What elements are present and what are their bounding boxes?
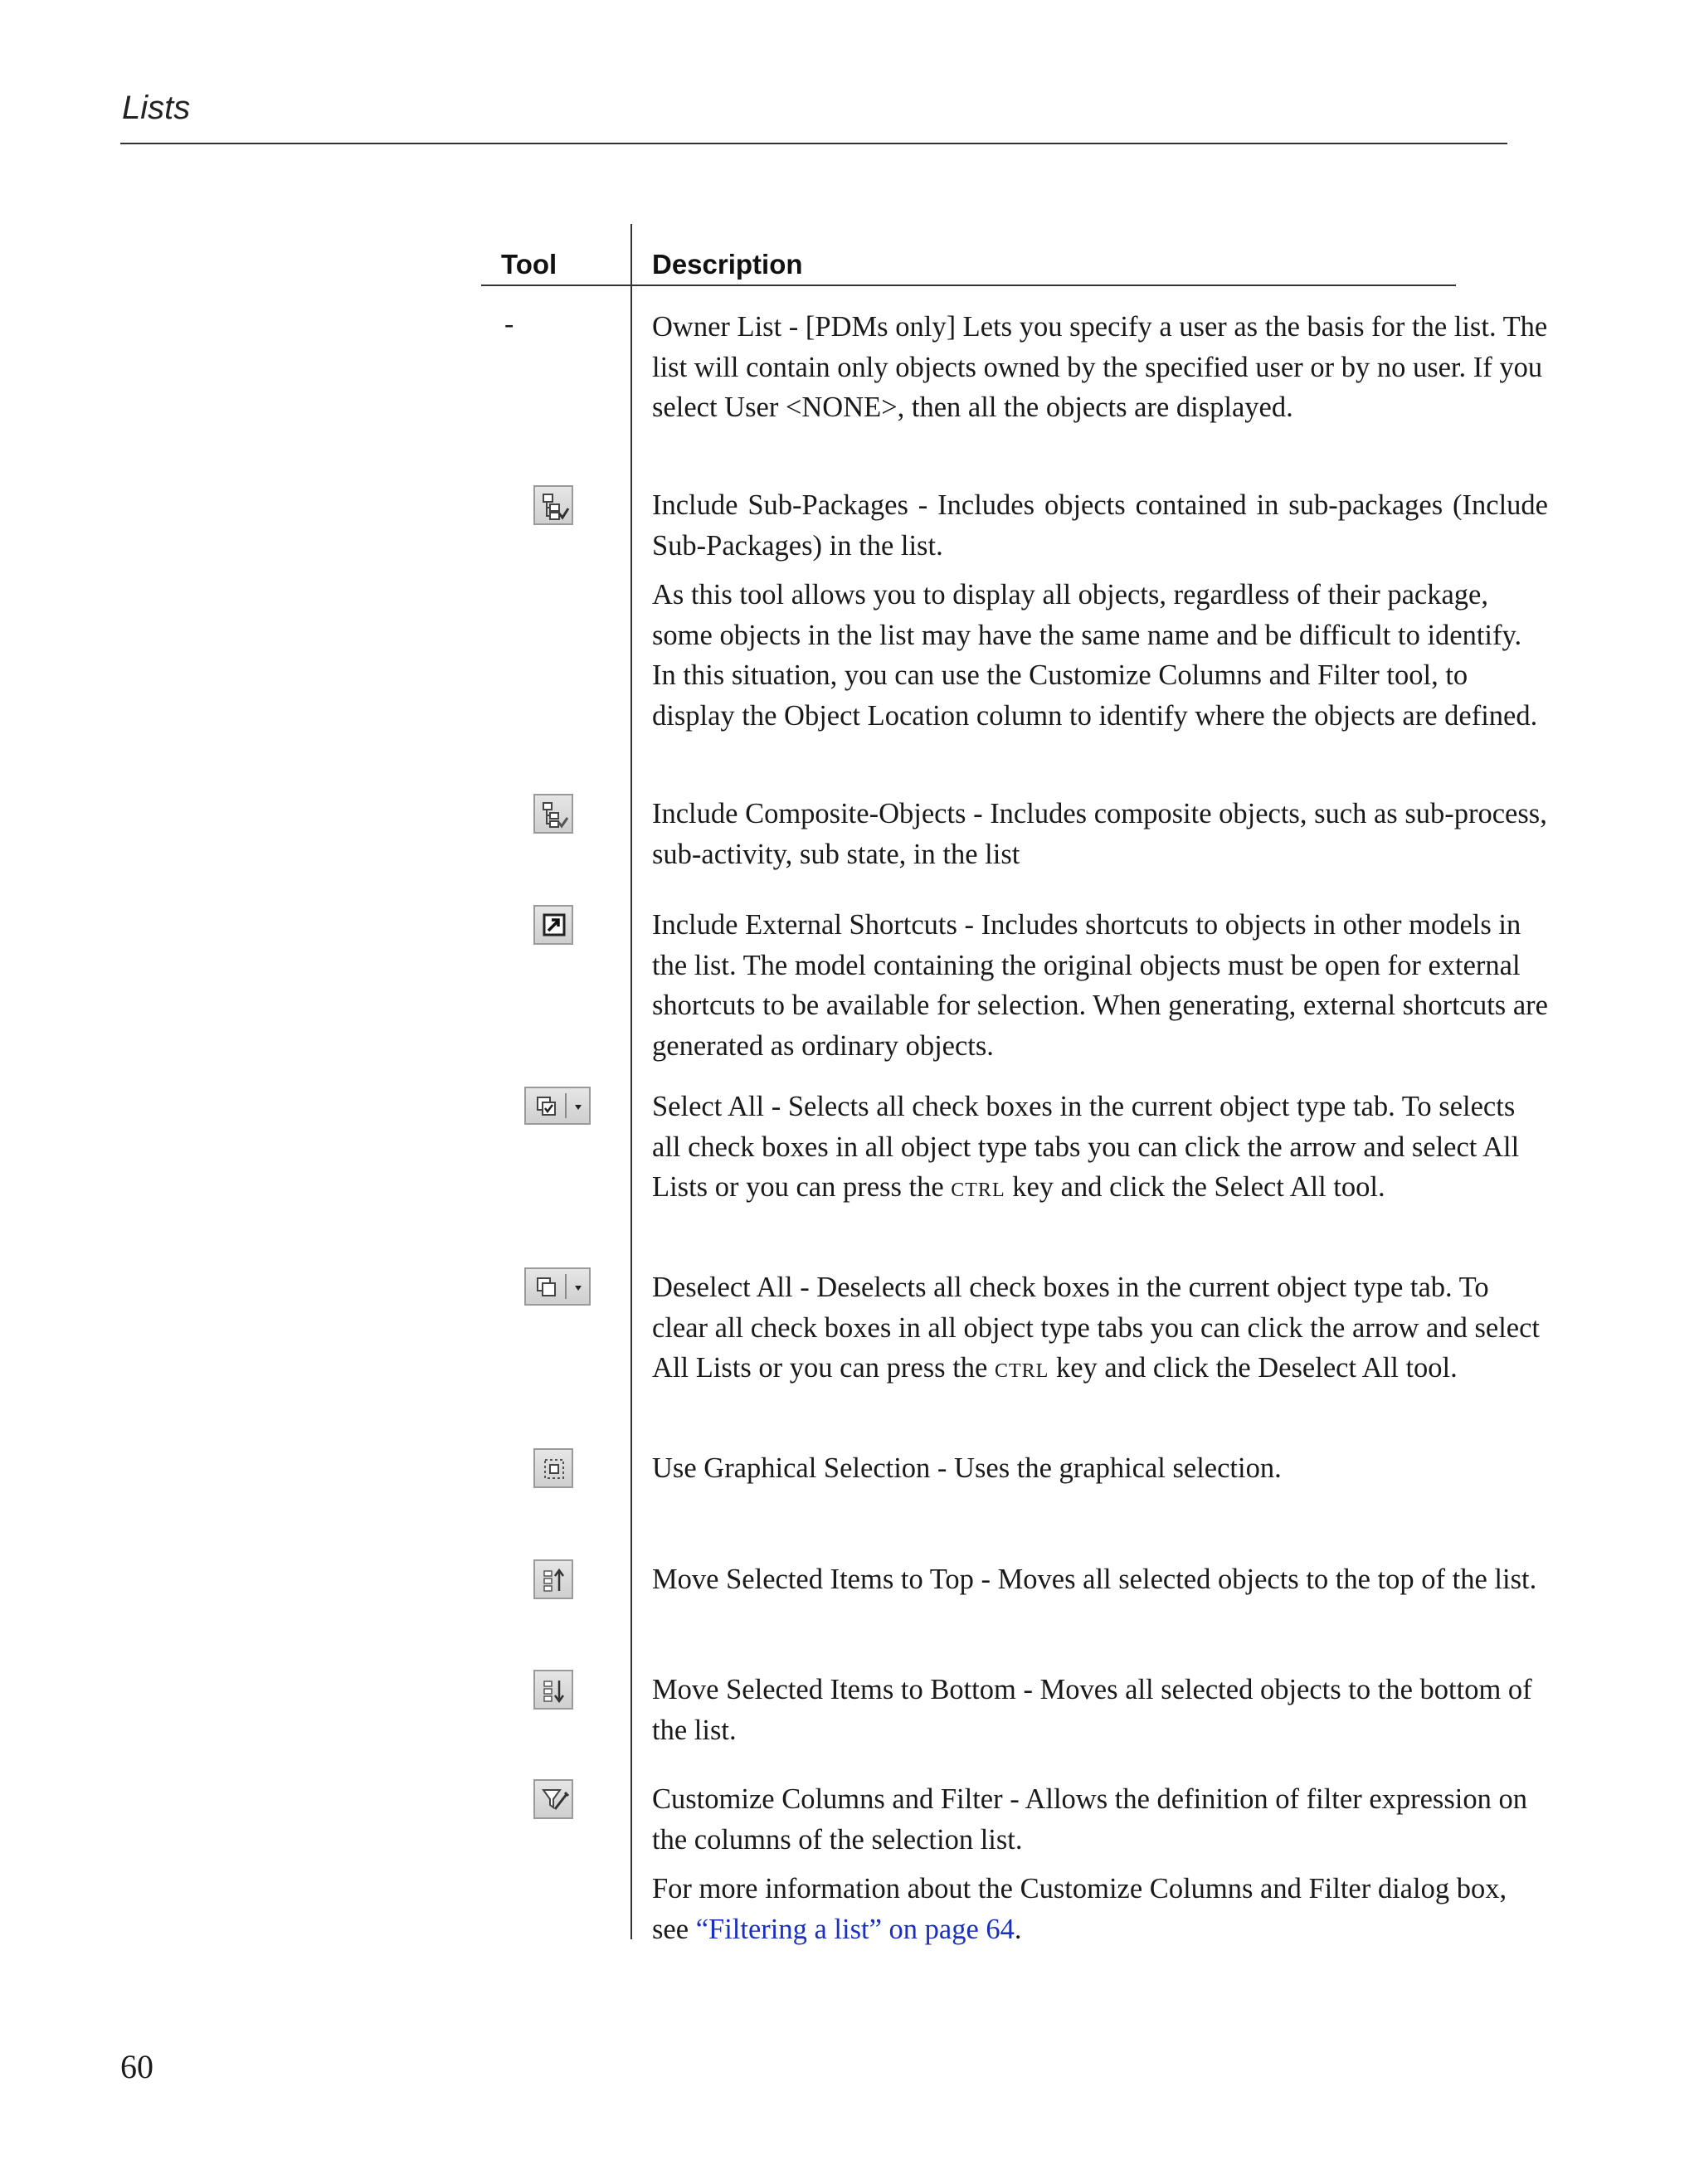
column-divider <box>630 224 632 1939</box>
description-cell <box>652 1779 1548 1949</box>
move-to-top-icon <box>533 1559 573 1599</box>
description-cell <box>652 1559 1548 1600</box>
move-to-bottom-icon <box>533 1670 573 1710</box>
text-run: Select All - Selects all check boxes in the current object type tab. To selects all check boxes in all object type tabs you can click the arrow and select All Lists or you can press the <box>652 1091 1520 1203</box>
description-text <box>652 1087 1548 1208</box>
description-text: Customize Columns and Filter - Allows the definition of filter expression on the columns of the selection list. <box>652 1783 1527 1856</box>
description-text: Owner List - [PDMs only] Lets you specify a user as the basis for the list. The list will contain only objects owned by the specified user or by no user. If you select User <NONE>, then all the objects are displayed. <box>652 311 1548 423</box>
text-run: key and click the Deselect All tool. <box>1049 1352 1458 1384</box>
description-text: Include Sub-Packages - Includes objects contained in sub-packages (Include Sub-Packages) in the list. <box>652 489 1548 562</box>
include-external-shortcuts-icon <box>533 905 573 945</box>
ctrl-key: ctrl <box>994 1352 1049 1384</box>
column-header-tool: Tool <box>501 249 557 280</box>
table-header-rule <box>481 285 1456 286</box>
ctrl-key: ctrl <box>951 1171 1005 1203</box>
dropdown-separator <box>565 1274 567 1299</box>
description-cell <box>652 1267 1548 1389</box>
text-run: Deselect All - Deselects all check boxes in the current object type tab. To clear all check boxes in all object type tabs you can click the arrow and select All Lists or you can press the <box>652 1272 1541 1384</box>
select-all-icon <box>524 1087 591 1125</box>
running-head-title: Lists <box>122 90 191 126</box>
description-cell <box>652 905 1548 1066</box>
text-run: For more information about the Customize Columns and Filter dialog box, see <box>652 1873 1507 1945</box>
page-number: 60 <box>120 2048 153 2085</box>
description-note: As this tool allows you to display all objects, regardless of their package, some objects in the list may have the same name and be difficult to identify. In this situation, you can use the Customize Columns and Filter tool, to display the Object Location column to identify where the objects are defined. <box>652 579 1538 732</box>
description-text: Move Selected Items to Bottom - Moves all selected objects to the bottom of the list. <box>652 1674 1532 1746</box>
description-cell <box>652 1087 1548 1208</box>
use-graphical-selection-icon <box>533 1448 573 1488</box>
description-cell <box>652 794 1548 874</box>
column-header-description: Description <box>652 249 803 280</box>
deselect-all-icon <box>524 1267 591 1306</box>
text-run: . <box>1014 1913 1022 1945</box>
text-run: key and click the Select All tool. <box>1005 1171 1385 1203</box>
dropdown-separator <box>565 1093 567 1118</box>
include-composite-objects-icon <box>533 794 573 834</box>
description-note <box>652 1869 1548 1949</box>
customize-columns-filter-icon <box>533 1779 573 1819</box>
include-sub-packages-icon <box>533 485 573 525</box>
description-text: Include External Shortcuts - Includes shortcuts to objects in other models in the list. The model containing the original objects must be open for external shortcuts to be available for selection. When generating, external shortcuts are generated as ordinary objects. <box>652 909 1548 1062</box>
no-tool-dash: - <box>504 309 514 339</box>
description-text: Use Graphical Selection - Uses the graphical selection. <box>652 1452 1282 1484</box>
description-cell <box>652 1448 1548 1489</box>
description-text: Move Selected Items to Top - Moves all selected objects to the top of the list. <box>652 1564 1537 1595</box>
header-rule <box>120 143 1507 144</box>
description-text: Include Composite-Objects - Includes composite objects, such as sub-process, sub-activity, sub state, in the list <box>652 798 1547 870</box>
filtering-a-list-link[interactable]: “Filtering a list” on page 64 <box>695 1913 1015 1945</box>
description-text <box>652 1267 1548 1389</box>
description-cell <box>652 307 1548 428</box>
description-cell <box>652 1670 1548 1750</box>
description-cell <box>652 485 1548 736</box>
